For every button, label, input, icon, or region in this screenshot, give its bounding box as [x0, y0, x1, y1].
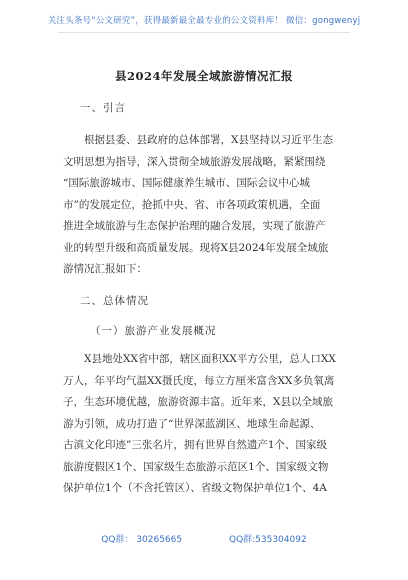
text-line: “国际旅游城市、国际健康养生城市、国际会议中心城	[63, 177, 310, 189]
text-line: 文明思想为指导，深入贯彻全域旅游发展战略，紧紧围绕	[63, 155, 326, 168]
text-line: 市”的发展定位，抢抓中央、省、市各项政策机遇，全面	[63, 198, 321, 211]
text-line: 旅游度假区1个、国家级生态旅游示范区1个、国家级文物	[63, 460, 329, 473]
header-divider	[58, 32, 350, 33]
text-line: 游情况汇报如下：	[63, 263, 147, 275]
text-line: X县地处XX省中部，辖区面积XX平方公里，总人口XX	[84, 353, 336, 365]
text-line: 子，生态环境优越，旅游资源丰富。近年来，X县以全域旅	[63, 396, 333, 408]
document-title: 县2024年发展全域旅游情况汇报	[114, 69, 293, 83]
text-line: 游为引领，成功打造了“世界深蓝湖区、地球生命起源、	[63, 417, 321, 430]
text-line: 保护单位1个（不含托管区）、省级文物保护单位1个、4A	[63, 482, 327, 494]
section-heading-overview: 二、总体情况	[80, 295, 149, 307]
text-line: 万人，年平均气温XX摄氏度，每立方厘米富含XX多负氧离	[63, 374, 335, 387]
text-line: 业的转型升级和高质量发展。现将X县2024年发展全域旅	[63, 241, 329, 254]
footer-qq-group-1: QQ群： 30265665	[101, 535, 183, 545]
text-line: 根据县委、县政府的总体部署，X县坚持以习近平生态	[84, 134, 333, 146]
footer-qq-group-2: QQ群:535304092	[228, 535, 307, 545]
text-line: 古滇文化印迹”三张名片，拥有世界自然遗产1个、国家级	[63, 439, 328, 451]
text-line: 推进全域旅游与生态保护治理的融合发展，实现了旅游产	[63, 220, 326, 232]
footer	[0, 532, 408, 545]
paragraph-introduction	[63, 130, 363, 281]
subsection-heading-tourism-overview: （一）旅游产业发展概况	[90, 325, 217, 337]
section-heading-introduction: 一、引言	[80, 102, 126, 114]
paragraph-tourism-overview	[63, 349, 363, 500]
header-banner: 关注头条号“公文研究”，获得最新最全最专业的公文资料库！ 微信：gongwenyj	[47, 16, 361, 26]
